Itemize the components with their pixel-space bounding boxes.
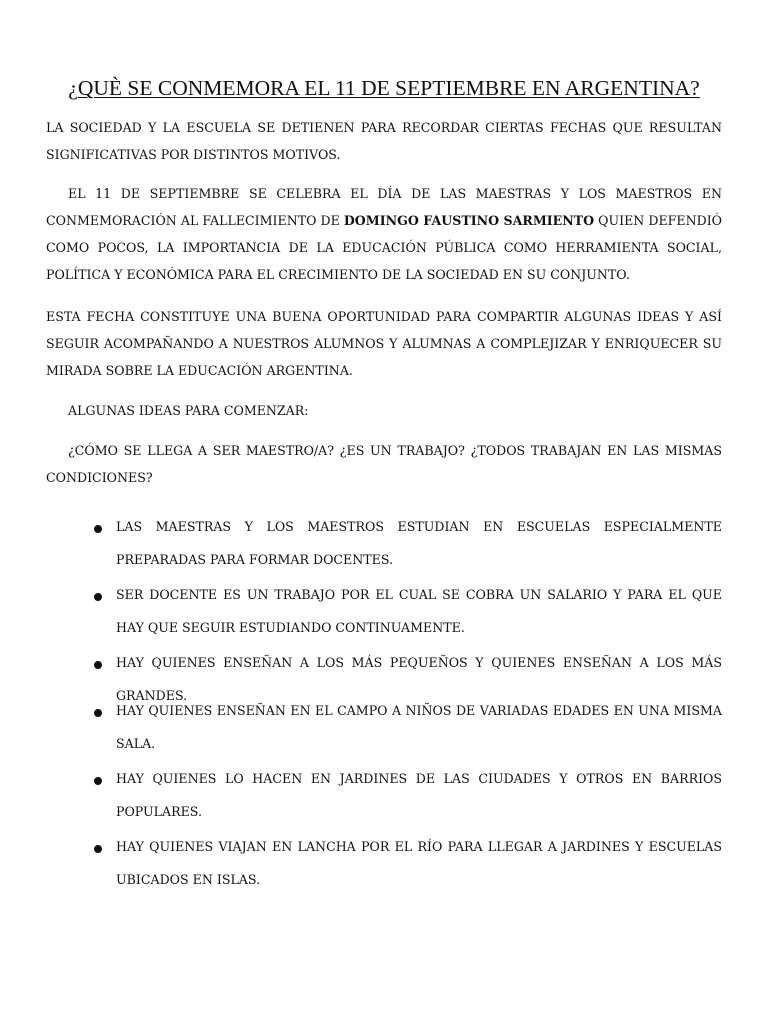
bullet-icon [94, 593, 102, 601]
bullet-icon [94, 661, 102, 669]
list-item-text: HAY QUIENES ENSEÑAN A LOS MÁS PEQUEÑOS Y QUIENES ENSEÑAN A LOS MÁS GRANDES. [116, 655, 722, 703]
bullet-icon [94, 845, 102, 853]
bullet-icon [94, 777, 102, 785]
paragraph-celebration-text-start: EL 11 DE SEPTIEMBRE SE CELEBRA EL DÍA DE LAS MAESTRAS Y LOS MAESTROS EN CONMEMORACIÓN AL FALLECIMIENTO DE [46, 186, 722, 228]
bullet-icon [94, 525, 102, 533]
list-item-text: HAY QUIENES VIAJAN EN LANCHA POR EL RÍO PARA LLEGAR A JARDINES Y ESCUELAS UBICADOS EN ISLAS. [116, 839, 722, 887]
list-item-text: HAY QUIENES LO HACEN EN JARDINES DE LAS CIUDADES Y OTROS EN BARRIOS POPULARES. [116, 771, 722, 819]
list-item-text: SER DOCENTE ES UN TRABAJO POR EL CUAL SE COBRA UN SALARIO Y PARA EL QUE HAY QUE SEGUIR ESTUDIANDO CONTINUAMENTE. [116, 587, 722, 635]
page-title [0, 70, 768, 106]
sarmiento-name: DOMINGO FAUSTINO SARMIENTO [343, 213, 595, 228]
paragraph-celebration-text-end: QUIEN DEFENDIÓ COMO POCOS, LA IMPORTANCIA DE LA EDUCACIÓN PÚBLICA COMO HERRAMIENTA SOCIAL, POLÍTICA Y ECONÓMICA PARA EL CRECIMIENTO DE LA SOCIEDAD EN SU CONJUNTO. [46, 213, 723, 282]
list-item-text: LAS MAESTRAS Y LOS MAESTROS ESTUDIAN EN ESCUELAS ESPECIALMENTE PREPARADAS PARA FORMAR DOCENTES. [116, 519, 722, 567]
list-item-text: HAY QUIENES ENSEÑAN EN EL CAMPO A NIÑOS DE VARIADAS EDADES EN UNA MISMA SALA. [116, 703, 722, 751]
paragraph-celebration [46, 180, 722, 288]
paragraph-opportunity: ESTA FECHA CONSTITUYE UNA BUENA OPORTUNIDAD PARA COMPARTIR ALGUNAS IDEAS Y ASÍ SEGUIR ACOMPAÑANDO A NUESTROS ALUMNOS Y ALUMNAS A COMPLEJIZAR Y ENRIQUECER SU MIRADA SOBRE LA EDUCACIÓN ARGENTINA. [46, 309, 722, 378]
page-title-text: ¿QUÈ SE CONMEMORA EL 11 DE SEPTIEMBRE EN ARGENTINA? [68, 76, 700, 100]
bullet-icon [94, 709, 102, 717]
paragraph-intro: LA SOCIEDAD Y LA ESCUELA SE DETIENEN PARA RECORDAR CIERTAS FECHAS QUE RESULTAN SIGNIFICATIVAS POR DISTINTOS MOTIVOS. [46, 120, 722, 162]
questions-paragraph: ¿CÓMO SE LLEGA A SER MAESTRO/A? ¿ES UN TRABAJO? ¿TODOS TRABAJAN EN LAS MISMAS CONDICIONES? [46, 443, 722, 485]
ideas-intro: ALGUNAS IDEAS PARA COMENZAR: [68, 403, 309, 418]
